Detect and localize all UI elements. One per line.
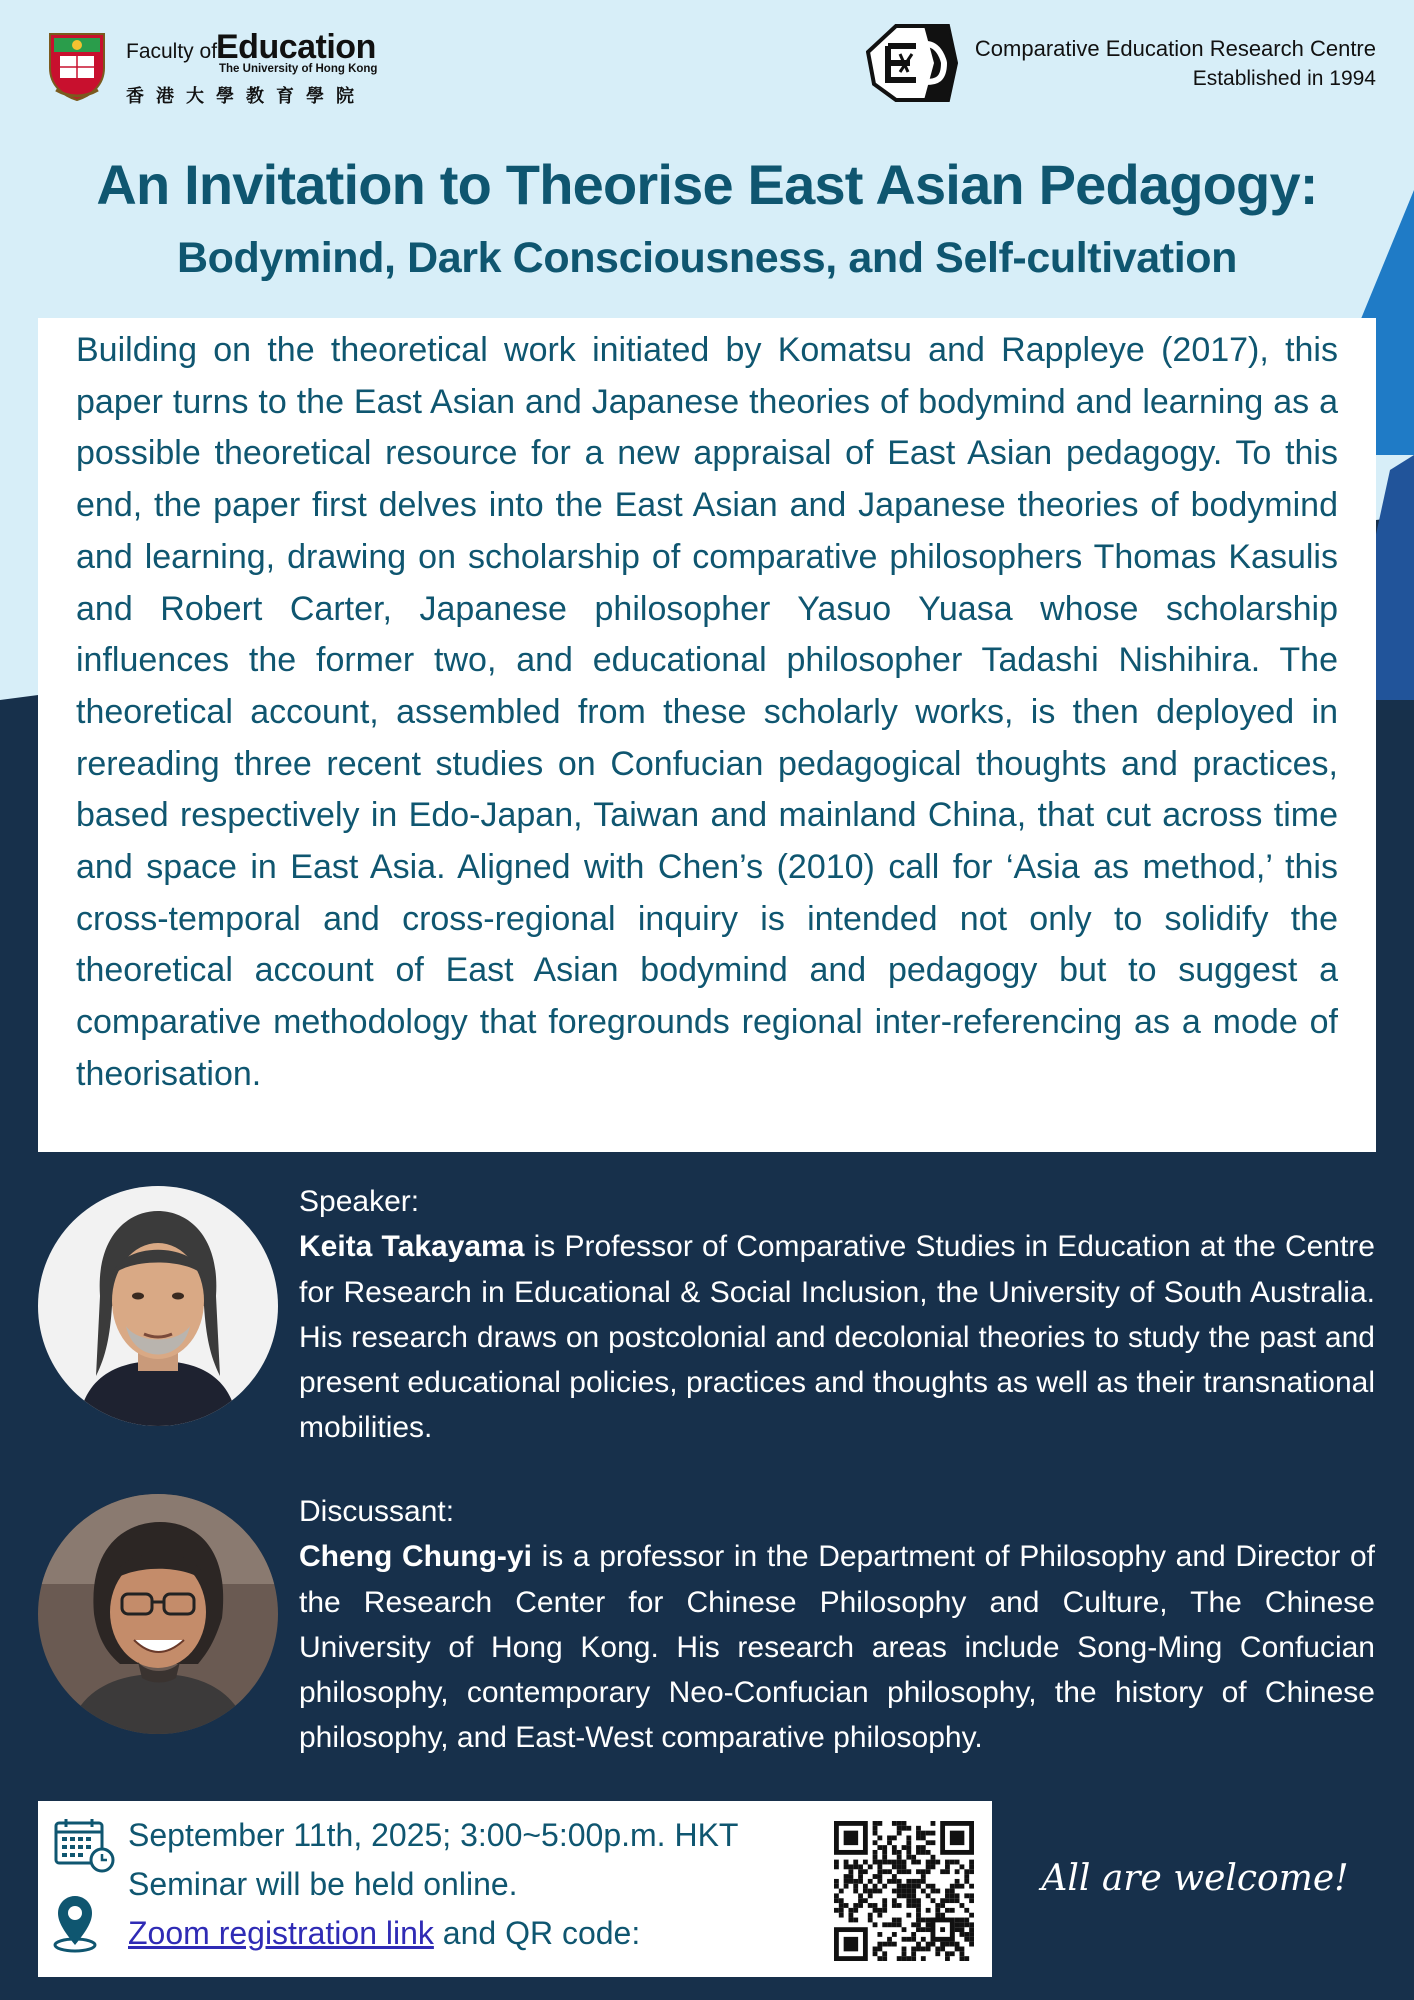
event-venue: Seminar will be held online.: [128, 1866, 518, 1902]
discussant-name: Cheng Chung-yi: [299, 1540, 532, 1574]
event-datetime: September 11th, 2025; 3:00~5:00p.m. HKT: [128, 1817, 739, 1853]
centre-name: Comparative Education Research Centre: [974, 36, 1376, 61]
speaker-bio-text: is Professor of Comparative Studies in Education at the Centre for Research in Educational & Social Inclusion, the University of South Australia. His research draws on postcolonial and decolonial theories to study the past and present educational policies, practices and thoughts as well as their transnational mobilities.: [299, 1230, 1375, 1445]
abstract-text: Building on the theoretical work initiated by Komatsu and Rappleye (2017), this paper turns to the East Asian and Japanese theories of bodymind and learning as a possible theoretical resource for a new appraisal of East Asian pedagogy. To this end, the paper first delves into the East Asian and Japanese theories of bodymind and learning, drawing on scholarship of comparative philosophers Thomas Kasulis and Robert Carter, Japanese philosopher Yasuo Yuasa whose scholarship influences the former two, and educational philosopher Tadashi Nishihira. The theoretical account, assembled from these scholarly works, is then deployed in rereading three recent studies on Confucian pedagogical thoughts and practices, based respectively in Edo-Japan, Taiwan and mainland China, that cut across time and space in East Asia. Aligned with Chen’s (2010) call for ‘Asia as method,’ this cross-temporal and cross-regional inquiry is intended not only to solidify the theoretical account of East Asian bodymind and pedagogy but to suggest a comparative methodology that foregrounds regional inter-referencing as a mode of theorisation.: [76, 331, 1338, 1093]
speaker-bio: [299, 1224, 1375, 1450]
faculty-chinese-name: 香港大學教育學院: [126, 86, 366, 106]
discussant-portrait-icon: [38, 1494, 278, 1734]
discussant-section: [299, 1489, 1375, 1761]
cerc-logo-icon: [866, 22, 958, 104]
page-subtitle: Bodymind, Dark Consciousness, and Self-cultivation: [177, 234, 1237, 282]
discussant-bio-text: is a professor in the Department of Philosophy and Director of the Research Center for Chinese Philosophy and Culture, The Chinese University of Hong Kong. His research areas include Song-Ming Confucian philosophy, contemporary Neo-Confucian philosophy, the history of Chinese philosophy, and East-West comparative philosophy.: [299, 1540, 1375, 1755]
header: [0, 0, 1414, 140]
hku-crest-icon: [46, 30, 108, 102]
speaker-photo: [38, 1186, 278, 1426]
faculty-name: Education: [216, 28, 376, 66]
calendar-clock-icon: [54, 1817, 116, 1873]
location-pin-icon: [52, 1893, 98, 1953]
speaker-label: Speaker:: [299, 1185, 420, 1218]
speaker-name: Keita Takayama: [299, 1230, 525, 1264]
zoom-registration-link[interactable]: Zoom registration link: [128, 1915, 434, 1951]
welcome-text: All are welcome!: [1041, 1858, 1349, 1899]
discussant-photo: [38, 1494, 278, 1734]
registration-line: [128, 1915, 640, 1952]
abstract-panel: [38, 318, 1376, 1152]
event-info-panel: [38, 1801, 992, 1977]
page-title: An Invitation to Theorise East Asian Pedagogy:: [96, 153, 1318, 216]
university-name: The University of Hong Kong: [219, 63, 378, 75]
qr-code-icon[interactable]: [834, 1821, 974, 1961]
speaker-portrait-icon: [38, 1186, 278, 1426]
discussant-label: Discussant:: [299, 1495, 455, 1528]
faculty-of-text: Faculty of: [126, 40, 218, 63]
registration-suffix: and QR code:: [433, 1915, 641, 1951]
speaker-section: [299, 1179, 1375, 1451]
centre-established: Established in 1994: [1192, 67, 1376, 90]
discussant-bio: [299, 1534, 1375, 1760]
